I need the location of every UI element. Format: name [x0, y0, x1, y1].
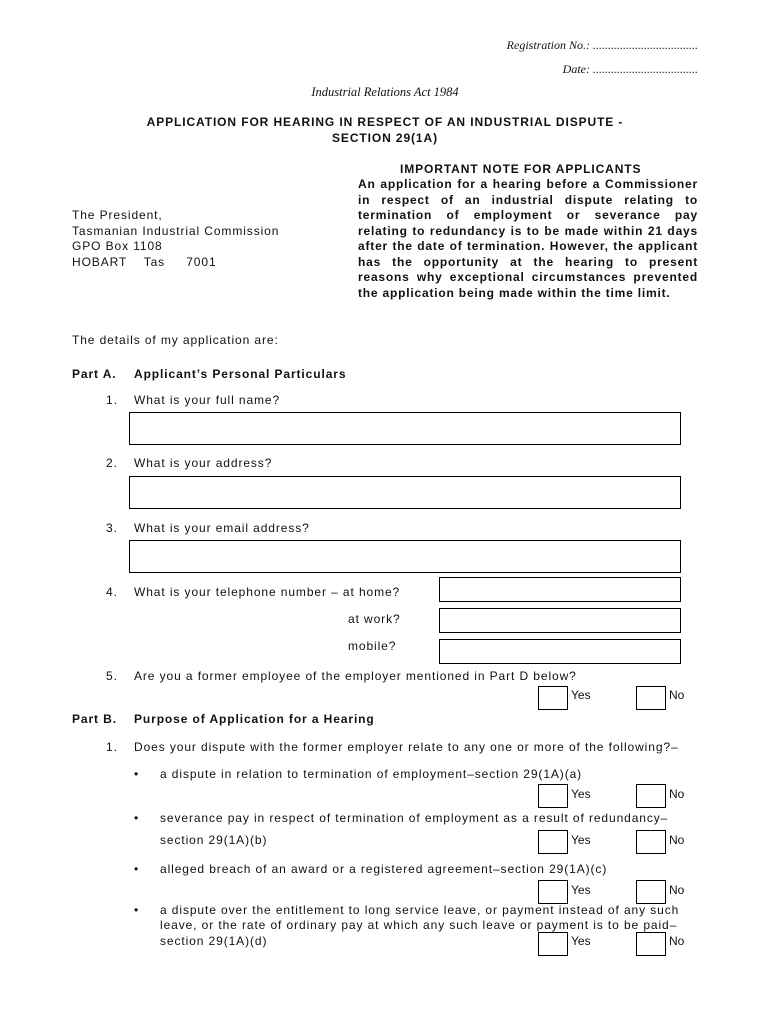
bullet-4-text-line1: a dispute over the entitlement to long service leave, or payment instead of any such	[160, 903, 680, 917]
address-line-2: Tasmanian Industrial Commission	[72, 224, 280, 238]
form-title-line2: SECTION 29(1A)	[332, 131, 438, 145]
bullet-4-text-line2: leave, or the rate of ordinary pay at which any such leave or payment is to be paid–	[160, 918, 678, 932]
q-a5-text: Are you a former employee of the employer mentioned in Part D below?	[134, 669, 577, 683]
b4-yes-label: Yes	[571, 934, 591, 948]
mobile-phone-label: mobile?	[348, 639, 397, 653]
q-a5-yes-checkbox[interactable]	[538, 686, 568, 710]
part-b-label: Part B.	[72, 712, 117, 726]
address-line-4: HOBART Tas 7001	[72, 255, 217, 269]
bullet-2-text-line2: section 29(1A)(b)	[160, 833, 268, 847]
b2-no-checkbox[interactable]	[636, 830, 666, 854]
form-title-line1: APPLICATION FOR HEARING IN RESPECT OF AN INDUSTRIAL DISPUTE -	[146, 115, 624, 129]
part-a-label: Part A.	[72, 367, 117, 381]
important-note-body: An application for a hearing before a Commissioner in respect of an industrial dispute relating to termination of employment or severance pay relating to redundancy is to be made within 21 days after the date of termination. However, the applicant has the opportunity at the hearing to present reasons why exceptional circumstances prevented the application being made within the time limit.	[358, 177, 698, 300]
q-a5-no-label: No	[669, 688, 685, 702]
b1-no-checkbox[interactable]	[636, 784, 666, 808]
q-a1-number: 1.	[106, 393, 118, 407]
important-note-heading: IMPORTANT NOTE FOR APPLICANTS	[400, 162, 642, 176]
b2-no-label: No	[669, 833, 685, 847]
mobile-phone-input[interactable]	[439, 639, 681, 664]
q-b1-text: Does your dispute with the former employer relate to any one or more of the following?–	[134, 740, 679, 754]
b1-no-label: No	[669, 787, 685, 801]
b4-no-checkbox[interactable]	[636, 932, 666, 956]
address-line-1: The President,	[72, 208, 163, 222]
b3-no-checkbox[interactable]	[636, 880, 666, 904]
q-a5-no-checkbox[interactable]	[636, 686, 666, 710]
home-phone-input[interactable]	[439, 577, 681, 602]
bullet-2-text-line1: severance pay in respect of termination of employment as a result of redundancy–	[160, 811, 669, 825]
q-a5-number: 5.	[106, 669, 118, 683]
bullet-4-marker: •	[134, 903, 139, 917]
date-field: Date: ...................................	[562, 62, 698, 76]
part-a-title: Applicant’s Personal Particulars	[134, 367, 347, 381]
work-phone-label: at work?	[348, 612, 401, 626]
b2-yes-label: Yes	[571, 833, 591, 847]
bullet-3-text: alleged breach of an award or a registered agreement–section 29(1A)(c)	[160, 862, 608, 876]
part-b-title: Purpose of Application for a Hearing	[134, 712, 375, 726]
act-name: Industrial Relations Act 1984	[311, 85, 459, 99]
q-a2-text: What is your address?	[134, 456, 273, 470]
b4-yes-checkbox[interactable]	[538, 932, 568, 956]
q-a3-text: What is your email address?	[134, 521, 310, 535]
q-a4-text: What is your telephone number – at home?	[134, 585, 401, 599]
b1-yes-checkbox[interactable]	[538, 784, 568, 808]
email-input[interactable]	[129, 540, 681, 573]
b2-yes-checkbox[interactable]	[538, 830, 568, 854]
intro-text: The details of my application are:	[72, 333, 279, 347]
work-phone-input[interactable]	[439, 608, 681, 633]
b3-no-label: No	[669, 883, 685, 897]
b3-yes-checkbox[interactable]	[538, 880, 568, 904]
q-a5-yes-label: Yes	[571, 688, 591, 702]
bullet-1-marker: •	[134, 767, 139, 781]
registration-number: Registration No.: ...................................	[506, 38, 698, 52]
q-a1-text: What is your full name?	[134, 393, 281, 407]
bullet-3-marker: •	[134, 862, 139, 876]
q-a3-number: 3.	[106, 521, 118, 535]
full-name-input[interactable]	[129, 412, 681, 445]
bullet-2-marker: •	[134, 811, 139, 825]
b3-yes-label: Yes	[571, 883, 591, 897]
bullet-4-text-line3: section 29(1A)(d)	[160, 934, 268, 948]
bullet-1-text: a dispute in relation to termination of employment–section 29(1A)(a)	[160, 767, 583, 781]
q-b1-number: 1.	[106, 740, 118, 754]
q-a4-number: 4.	[106, 585, 118, 599]
b1-yes-label: Yes	[571, 787, 591, 801]
address-line-3: GPO Box 1108	[72, 239, 163, 253]
address-input[interactable]	[129, 476, 681, 509]
q-a2-number: 2.	[106, 456, 118, 470]
b4-no-label: No	[669, 934, 685, 948]
